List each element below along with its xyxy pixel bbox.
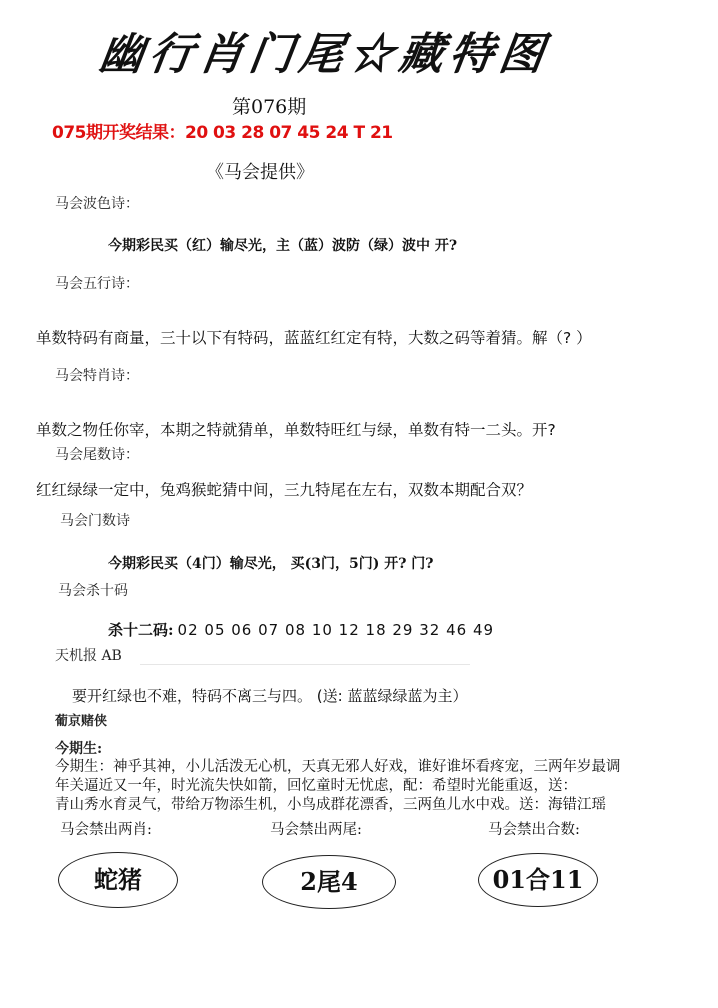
ban-sum-oval <box>478 853 598 907</box>
jinqi-line-2: 年关逼近又一年，时光流失快如箭，回忆童时无忧虑，配：希望时光能重返，送： <box>55 778 577 794</box>
tail-poem-line: 红红绿绿一定中，兔鸡猴蛇猜中间，三九特尾在左右，双数本期配合双？ <box>36 481 533 499</box>
kill-twelve-numbers: 02 05 06 07 08 10 12 18 29 32 46 49 <box>177 621 495 639</box>
divider <box>140 664 470 665</box>
kill-ten-label: 马会杀十码 <box>58 583 128 599</box>
ban-zodiac-title: 马会禁出两肖: <box>60 822 152 838</box>
ban-sum-value: 01合11 <box>492 865 584 894</box>
putao-label: 葡京赌侠 <box>55 714 108 729</box>
ban-zodiac-value: 蛇猪 <box>94 865 142 894</box>
wave-poem-label: 马会波色诗： <box>55 196 139 212</box>
five-element-line: 单数特码有商量，三十以下有特码，蓝蓝红红定有特，大数之码等着猜。解（? ） <box>36 329 592 347</box>
jinqi-line-1: 今期生：神乎其神，小儿活泼无心机，天真无邪人好戏，谁好谁坏看疼宠，三两年岁最调 <box>55 759 621 775</box>
zodiac-poem-label: 马会特肖诗： <box>55 368 139 384</box>
kill-twelve-prefix: 杀十二码: <box>108 621 174 639</box>
previous-result: 075期开奖结果：20 03 28 07 45 24 T 21 <box>52 123 393 143</box>
tail-poem-label: 马会尾数诗： <box>55 447 139 463</box>
issue-number: 第076期 <box>232 96 307 118</box>
provider-label: 《马会提供》 <box>206 162 314 183</box>
jinqi-line-3: 青山秀水育灵气，带给万物添生机，小鸟成群花漂香，三两鱼儿水中戏。送：海错江瑶 <box>55 797 606 813</box>
ban-sum-title: 马会禁出合数: <box>488 822 580 838</box>
door-poem-line: 今期彩民买（4门）输尽光， 买(3门，5门) 开? 门? <box>108 556 434 572</box>
five-element-label: 马会五行诗： <box>55 276 139 292</box>
tianji-line: 要开红绿也不难，特码不离三与四。 (送: 蓝蓝绿绿蓝为主） <box>72 687 468 705</box>
ban-zodiac-oval <box>58 852 178 908</box>
ban-tail-oval <box>262 855 396 909</box>
zodiac-poem-line: 单数之物任你宰，本期之特就猜单，单数特旺红与绿，单数有特一二头。开? <box>36 421 556 439</box>
jinqi-label: 今期生: <box>55 741 103 757</box>
door-poem-label: 马会门数诗 <box>60 513 130 529</box>
ban-tail-title: 马会禁出两尾: <box>270 822 362 838</box>
tianji-label: 天机报 AB <box>55 648 122 664</box>
page-title: 幽行肖门尾☆藏特图 <box>95 29 553 80</box>
kill-twelve-row <box>108 619 494 640</box>
ban-tail-value: 2尾4 <box>300 867 358 896</box>
wave-poem-line: 今期彩民买（红）输尽光，主（蓝）波防（绿）波中 开? <box>108 238 458 254</box>
